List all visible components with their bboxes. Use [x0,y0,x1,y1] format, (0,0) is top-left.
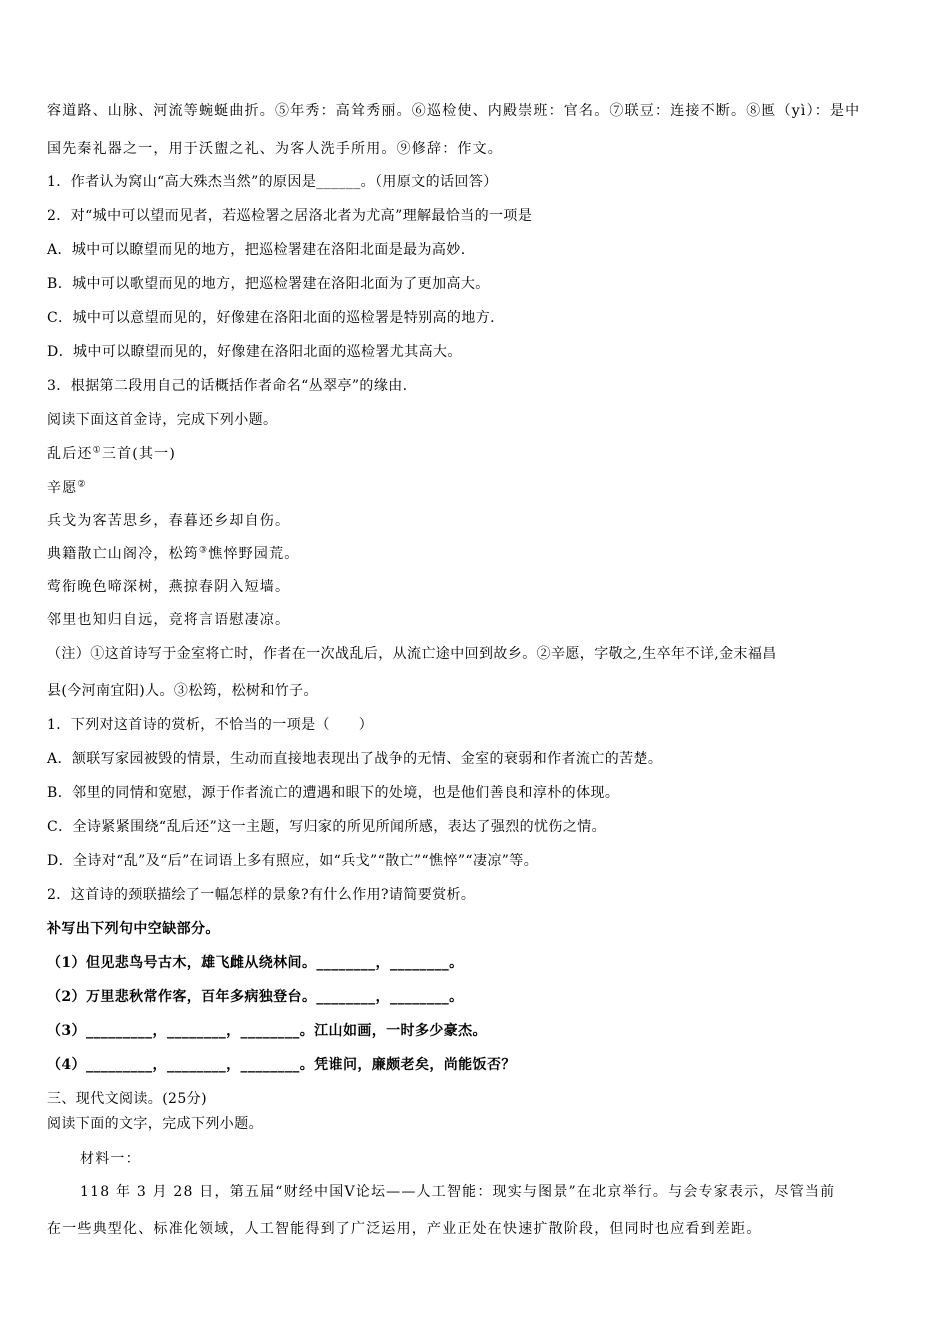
poem-line-2: 典籍散亡山阁冷，松筠③憔悴野园荒。 [47,545,300,562]
poem-instruction: 阅读下面这首金诗，完成下列小题。 [47,412,278,428]
material-paragraph-line-1: 118 年 3 月 28 日，第五届“财经中国Ⅴ论坛——人工智能：现实与图景”在北京举行。与会专家表示，尽管当前 [80,1184,836,1200]
fill-item-1: （1）但见悲鸟号古木，雄飞雌从绕林间。________，________。 [47,955,464,971]
poem-question-2: 2．这首诗的颈联描绘了一幅怎样的景象?有什么作用?请简要赏析。 [47,887,476,903]
material-paragraph-line-2: 在一些典型化、标准化领域，人工智能得到了广泛运用，产业正处在快速扩散阶段，但同时也应看到差距。 [47,1221,762,1237]
question-3: 3．根据第二段用自己的话概括作者命名“丛翠亭”的缘由. [47,378,408,394]
fill-heading: 补写出下列句中空缺部分。 [47,921,220,937]
poem-line-4: 邻里也知归自远，竞将言语慰凄凉。 [47,612,291,628]
poem-footnote-1: （注）①这首诗写于金室将亡时，作者在一次战乱后，从流亡途中回到故乡。②辛愿，字敬之,生卒年不详,金末福昌 [47,646,777,662]
material-heading: 材料一： [80,1151,141,1167]
poem-option-c: C．全诗紧紧围绕“乱后还”这一主题，写归家的所见所闻所感，表达了强烈的忧伤之情。 [47,819,607,835]
option-d: D．城中可以瞭望而见的，好像建在洛阳北面的巡检署尤其高大。 [47,344,462,360]
poem-author: 辛愿② [47,479,87,496]
option-a: A．城中可以瞭望而见的地方，把巡检署建在洛阳北面是最为高妙. [47,242,466,258]
poem-title: 乱后还①三首(其一) [47,445,177,462]
fill-item-4: （4）_________，________，________。凭谁问，廉颇老矣，尚能饭否？ [47,1057,516,1073]
option-c: C．城中可以意望而见的，好像建在洛阳北面的巡检署是特别高的地方. [47,310,495,326]
poem-author-note: ② [77,479,87,490]
option-b: B．城中可以歌望而见的地方，把巡检署建在洛阳北面为了更加高大。 [47,276,490,292]
poem-question-1: 1．下列对这首诗的赏析，不恰当的一项是（ ） [47,717,374,733]
fill-item-2: （2）万里悲秋常作客，百年多病独登台。________，________。 [47,989,464,1005]
section-title: 三、现代文阅读。(25分) [47,1091,207,1107]
poem-line-2-note: ③ [199,545,209,556]
poem-footnote-2: 县(今河南宜阳)人。③松筠，松树和竹子。 [47,683,318,699]
poem-title-note: ① [92,445,102,456]
section-instruction: 阅读下面的文字，完成下列小题。 [47,1116,263,1132]
poem-line-3: 莺衔晚色啼深树，燕掠春阴入短墙。 [47,579,291,595]
poem-option-a: A．颔联写家园被毁的情景，生动而直接地表现出了战争的无情、金室的衰弱和作者流亡的苦楚。 [47,751,663,767]
question-2: 2．对“城中可以望而见者，若巡检署之居洛北者为尤高”理解最恰当的一项是 [47,208,533,224]
note-line-2: 国先秦礼器之一，用于沃盥之礼、为客人洗手所用。⑨修辞：作文。 [47,141,503,157]
poem-line-1: 兵戈为客苦思乡，春暮还乡却自伤。 [47,513,291,529]
note-line-1: 容道路、山脉、河流等蜿蜒曲折。⑤年秀：高耸秀丽。⑥巡检使、内殿崇班：官名。⑦联豆：连接不断。⑧匜（yì）：是中 [47,103,861,119]
poem-option-d: D．全诗对“乱”及“后”在词语上多有照应，如“兵戈”“散亡”“憔悴”“凄凉”等。 [47,853,539,869]
poem-option-b: B．邻里的同情和宽慰，源于作者流亡的遭遇和眼下的处境，也是他们善良和淳朴的体现。 [47,785,620,801]
question-1: 1．作者认为窝山“高大殊杰当然”的原因是______。（用原文的话回答） [47,174,498,190]
fill-item-3: （3）_________，________，________。江山如画，一时多少豪杰。 [47,1023,487,1039]
